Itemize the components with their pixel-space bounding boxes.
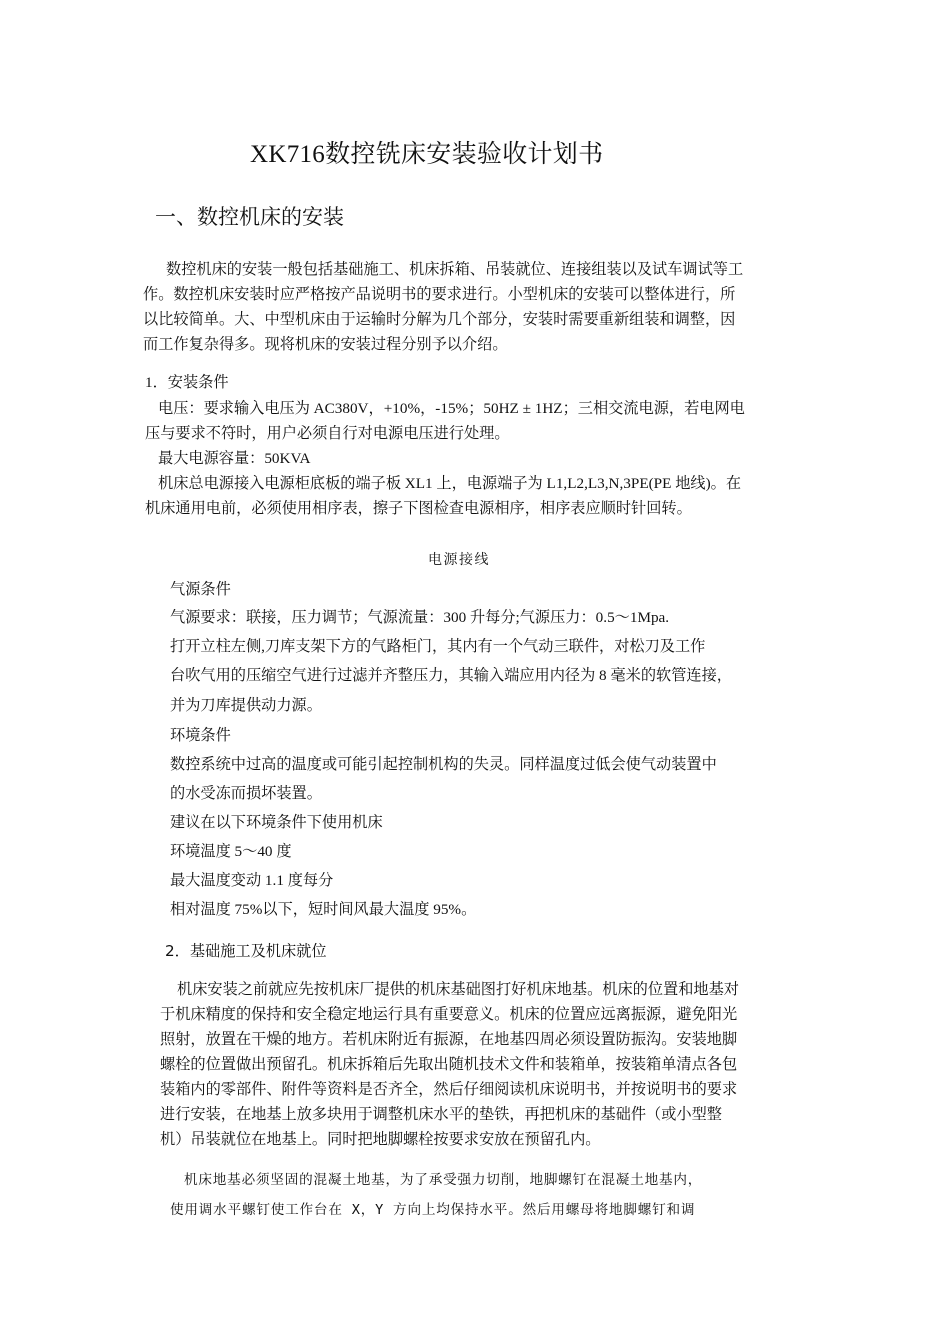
paragraph-line: 机床总电源接入电源柜底板的端子板 XL1 上，电源端子为 L1,L2,L3,N,3PE(PE 地线)。在 xyxy=(158,475,742,492)
paragraph-line: 数控系统中过高的温度或可能引起控制机构的失灵。同样温度过低会使气动装置中 xyxy=(170,756,717,773)
paragraph-line: 最大温度变动 1.1 度每分 xyxy=(170,872,334,889)
paragraph-line: 机床通用电前，必须使用相序表，擦子下图检查电源相序，相序表应顺时针回转。 xyxy=(145,500,692,517)
subsection-heading: 环境条件 xyxy=(170,727,231,744)
paragraph-line: 进行安装，在地基上放多块用于调整机床水平的垫铁，再把机床的基础件（或小型整 xyxy=(160,1105,722,1123)
paragraph-line: 电压：要求输入电压为 AC380V，+10%，-15%；50HZ ± 1HZ；三相交流电源，若电网电 xyxy=(158,400,745,417)
paragraph-line: 数控机床的安装一般包括基础施工、机床拆箱、吊装就位、连接组装以及试车调试等工 xyxy=(166,260,744,278)
paragraph-line: 气源要求：联接，压力调节；气源流量：300 升每分;气源压力：0.5～1Mpa. xyxy=(170,609,670,626)
paragraph-line: 机床地基必须坚固的混凝土地基，为了承受强力切削，地脚螺钉在混凝土地基内， xyxy=(184,1172,703,1188)
paragraph-line: 装箱内的零部件、附件等资料是否齐全，然后仔细阅读机床说明书，并按说明书的要求 xyxy=(160,1080,738,1098)
paragraph-line: 建议在以下环境条件下使用机床 xyxy=(170,814,383,831)
paragraph-line: 台吹气用的压缩空气进行过滤并齐整压力，其输入端应用内径为 8 毫米的软管连接， xyxy=(170,667,732,684)
paragraph-line: 机床安装之前就应先按机床厂提供的机床基础图打好机床地基。机床的位置和地基对 xyxy=(177,980,739,998)
paragraph-line: 照射，放置在干燥的地方。若机床附近有振源，在地基四周必须设置防振沟。安装地脚 xyxy=(160,1030,738,1048)
paragraph-line: 并为刀库提供动力源。 xyxy=(170,697,322,714)
paragraph-line: 而工作复杂得多。现将机床的安装过程分别予以介绍。 xyxy=(143,335,508,353)
paragraph-line: 螺栓的位置做出预留孔。机床拆箱后先取出随机技术文件和装箱单，按装箱单清点各包 xyxy=(160,1055,738,1073)
paragraph-line: 环境温度 5～40 度 xyxy=(170,843,292,860)
subsection-heading-2: 2．基础施工及机床就位 xyxy=(165,942,327,960)
paragraph-line: 最大电源容量：50KVA xyxy=(158,450,311,467)
paragraph-line: 的水受冻而损坏装置。 xyxy=(170,785,322,802)
paragraph-line: 机）吊装就位在地基上。同时把地脚螺栓按要求安放在预留孔内。 xyxy=(160,1130,601,1148)
section-heading: 一、数控机床的安装 xyxy=(155,205,344,229)
paragraph-line: 于机床精度的保持和安全稳定地运行具有重要意义。机床的位置应远离振源，避免阳光 xyxy=(160,1005,738,1023)
paragraph-line: 作。数控机床安装时应严格按产品说明书的要求进行。小型机床的安装可以整体进行，所 xyxy=(143,285,736,303)
paragraph-line: 相对温度 75%以下，短时间风最大温度 95%。 xyxy=(170,901,477,918)
document-title: XK716数控铣床安装验收计划书 xyxy=(250,141,604,168)
paragraph-line: 以比较简单。大、中型机床由于运输时分解为几个部分，安装时需要重新组装和调整，因 xyxy=(143,310,736,328)
subsection-heading: 气源条件 xyxy=(170,581,231,598)
paragraph-line: 使用调水平螺钉使工作台在 X，Y 方向上均保持水平。然后用螺母将地脚螺钉和调 xyxy=(170,1202,696,1218)
figure-caption: 电源接线 xyxy=(428,552,490,568)
paragraph-line: 压与要求不符时，用户必须自行对电源电压进行处理。 xyxy=(145,425,510,442)
subsection-heading: 1．安装条件 xyxy=(145,374,229,391)
paragraph-line: 打开立柱左侧,刀库支架下方的气路柜门，其内有一个气动三联件，对松刀及工作 xyxy=(170,638,706,655)
